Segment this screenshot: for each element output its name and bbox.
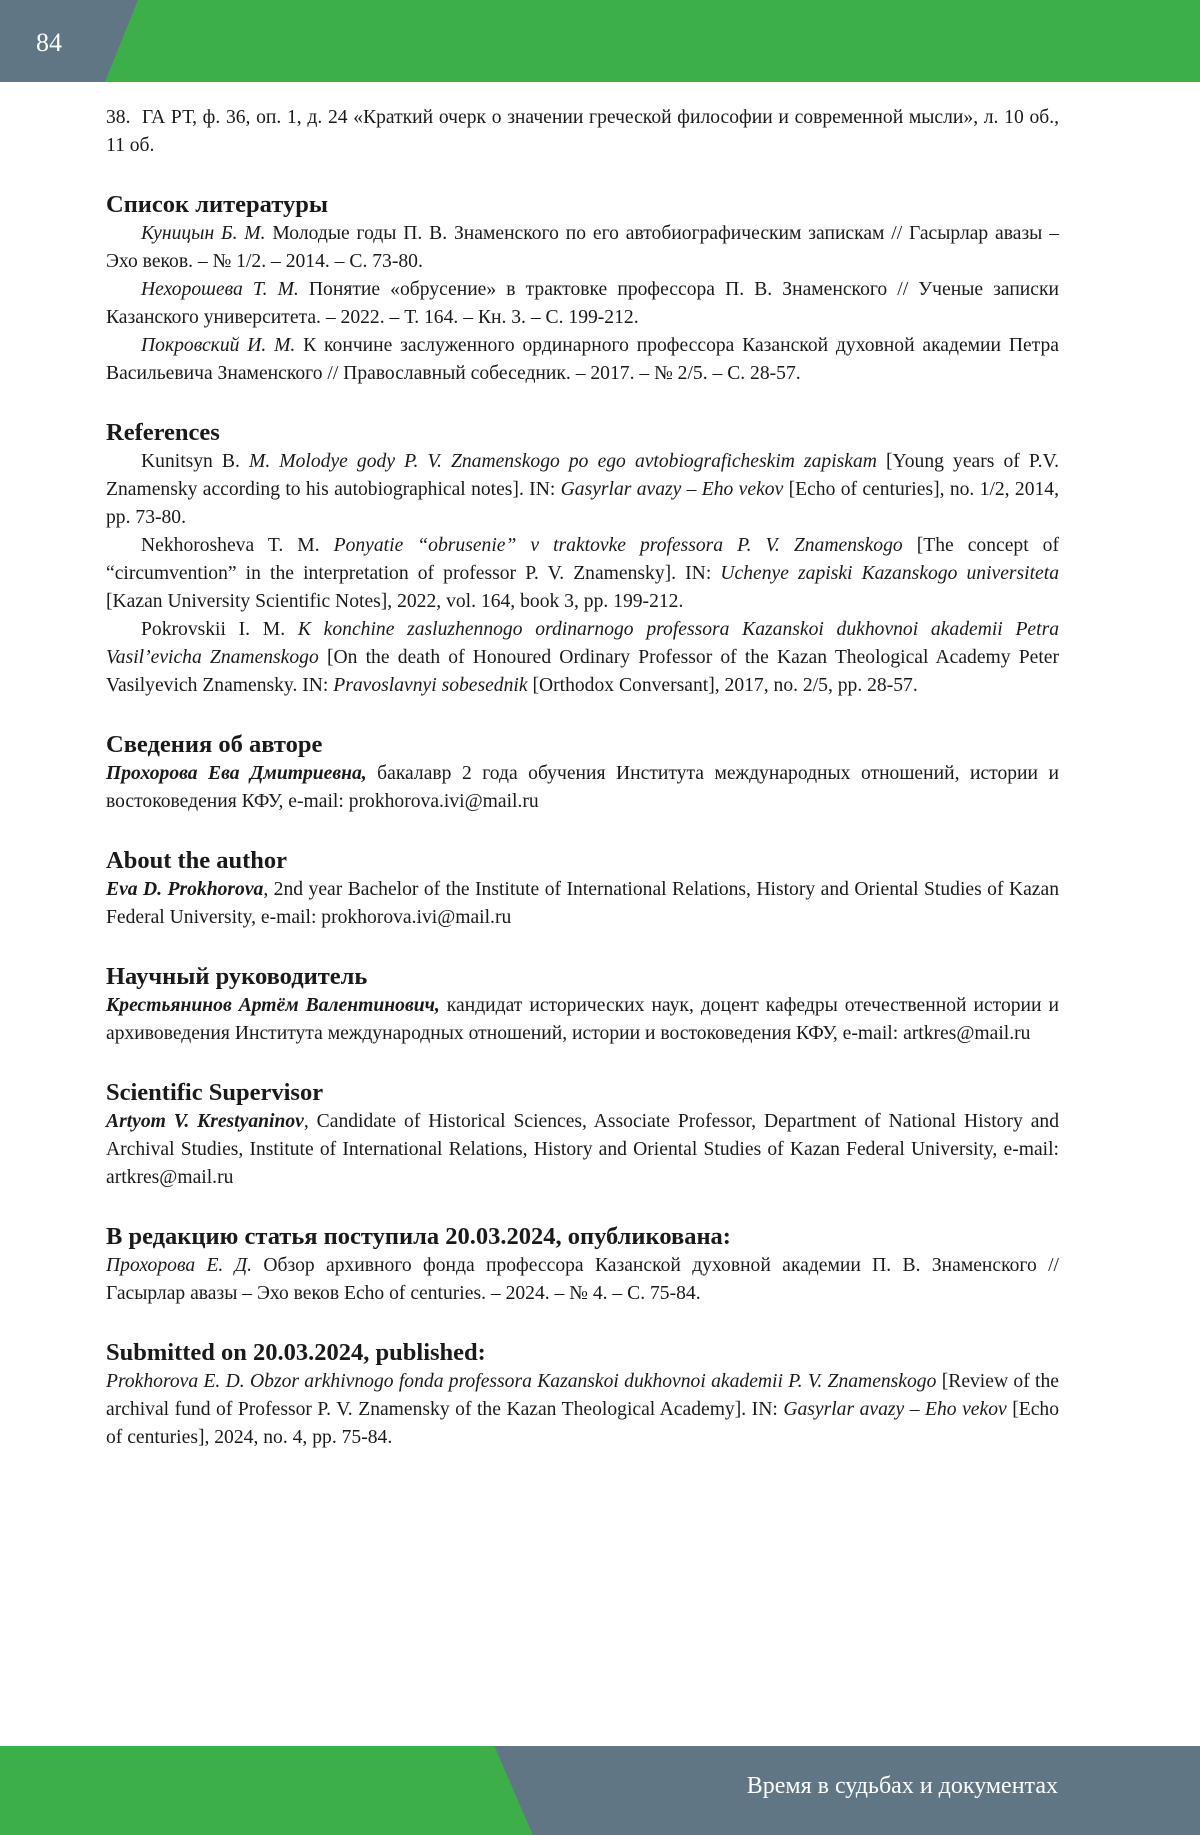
running-title: Время в судьбах и документах [746,1773,1058,1799]
literature-text: К кончине заслуженного ординарного профессора Казанской духовной академии Петра Васильевича Знаменского // Православный собеседник. – 2017. – № 2/5. – С. 28-57. [106,335,1059,384]
author-en-name: Eva D. Prokhorova [106,879,264,900]
reference-author: Kunitsyn B. [141,451,249,472]
submitted-en-details: [Echo of centuries], 2024, no. 4, pp. 75-84. [106,1399,1059,1448]
submitted-en-heading: Submitted on 20.03.2024, published: [106,1339,486,1366]
author-en-text: , 2nd year Bachelor of the Institute of International Relations, History and Oriental Studies of Kazan Federal University, e-mail: prokhorova.ivi@mail.ru [106,879,1059,928]
literature-item [106,220,1059,276]
author-ru-heading: Сведения об авторе [106,731,323,758]
reference-translation: [On the death of Honoured Ordinary Professor of the Kazan Theological Academy Peter Vasilyevich Znamensky. IN: [106,647,1059,696]
literature-item [106,276,1059,332]
reference-title: K konchine zasluzhennogo ordinarnogo professora Kazanskoi dukhovnoi akademii Petra Vasil’evicha Znamenskogo [106,619,1059,668]
supervisor-en-heading: Scientific Supervisor [106,1079,324,1106]
submitted-en-journal: Gasyrlar avazy – Eho vekov [783,1399,1007,1420]
literature-author: Куницын Б. М. [141,223,266,244]
supervisor-ru-info [106,992,1059,1048]
reference-title: M. Molodye gody P. V. Znamenskogo po ego avtobiograficheskim zapiskam [249,451,877,472]
submitted-ru-text: Обзор архивного фонда профессора Казанской духовной академии П. В. Знаменского // Гасырлар авазы – Эхо веков Echo of centuries. – 2024. – № 4. – С. 75-84. [106,1255,1059,1304]
reference-translation: [The concept of “circumvention” in the interpretation of professor P. V. Znamensky]. IN: [106,535,1059,584]
literature-item [106,332,1059,388]
literature-heading: Список литературы [106,191,329,218]
literature-author: Нехорошева Т. М. [141,279,299,300]
endnote-38 [106,104,1059,160]
reference-item [106,448,1059,532]
reference-journal: Pravoslavnyi sobesednik [333,675,528,696]
endnote-number: 38. [106,107,131,128]
reference-details: [Echo of centuries], no. 1/2, 2014, pp. 73-80. [106,479,1059,528]
submitted-en-title: Prokhorova E. D. Obzor arkhivnogo fonda professora Kazanskoi dukhovnoi akademii P. V. Znamenskogo [106,1371,937,1392]
submitted-en-citation [106,1368,1059,1452]
reference-item [106,616,1059,700]
author-en-heading: About the author [106,847,288,874]
reference-author: Nekhorosheva T. M. [141,535,334,556]
reference-details: [Kazan University Scientific Notes], 2022, vol. 164, book 3, pp. 199-212. [106,591,684,612]
endnote-text: ГА РТ, ф. 36, оп. 1, д. 24 «Краткий очерк о значении греческой философии и современной мысли», л. 10 об., 11 об. [106,107,1060,156]
author-ru-name: Прохорова Ева Дмитриевна, [106,763,367,784]
reference-item [106,532,1059,616]
reference-translation: [Young years of P.V. Znamensky according to his autobiographical notes]. IN: [106,451,1059,500]
author-ru-text: бакалавр 2 года обучения Института международных отношений, истории и востоковедения КФУ, e-mail: prokhorova.ivi@mail.ru [106,763,1059,812]
header-band [0,0,1200,82]
reference-author: Pokrovskii I. M. [141,619,298,640]
supervisor-en-info [106,1108,1059,1192]
submitted-ru-author: Прохорова Е. Д. [106,1255,253,1276]
reference-title: Ponyatie “obrusenie” v traktovke professora P. V. Znamenskogo [333,535,903,556]
page-number: 84 [36,28,62,57]
reference-journal: Gasyrlar avazy – Eho vekov [560,479,784,500]
reference-journal: Uchenye zapiski Kazanskogo universiteta [720,563,1059,584]
literature-text: Понятие «обрусение» в трактовке профессора П. В. Знаменского // Ученые записки Казанского университета. – 2022. – Т. 164. – Кн. 3. – С. 199-212. [106,279,1059,328]
author-ru-info [106,760,1059,816]
supervisor-en-text: , Candidate of Historical Sciences, Associate Professor, Department of National History and Archival Studies, Institute of International Relations, History and Oriental Studies of Kazan Federal University, e-mail: artkres@mail.ru [106,1111,1059,1188]
literature-text: Молодые годы П. В. Знаменского по его автобиографическим запискам // Гасырлар авазы – Эхо веков. – № 1/2. – 2014. – С. 73-80. [106,223,1059,272]
submitted-en-translation: [Review of the archival fund of Professor P. V. Znamensky of the Kazan Theological Academy]. IN: [106,1371,1059,1420]
reference-details: [Orthodox Conversant], 2017, no. 2/5, pp. 28-57. [527,675,918,696]
literature-author: Покровский И. М. [141,335,296,356]
references-heading: References [106,419,220,446]
supervisor-en-name: Artyom V. Krestyaninov [106,1111,304,1132]
submitted-ru-heading: В редакцию статья поступила 20.03.2024, опубликована: [106,1223,731,1250]
supervisor-ru-heading: Научный руководитель [106,963,368,990]
supervisor-ru-name: Крестьянинов Артём Валентинович, [106,995,440,1016]
author-en-info [106,876,1059,932]
page-body [106,104,1059,1452]
submitted-ru-citation [106,1252,1059,1308]
supervisor-ru-text: кандидат исторических наук, доцент кафедры отечественной истории и архивоведения Института международных отношений, истории и востоковедения КФУ, e-mail: artkres@mail.ru [106,995,1059,1044]
